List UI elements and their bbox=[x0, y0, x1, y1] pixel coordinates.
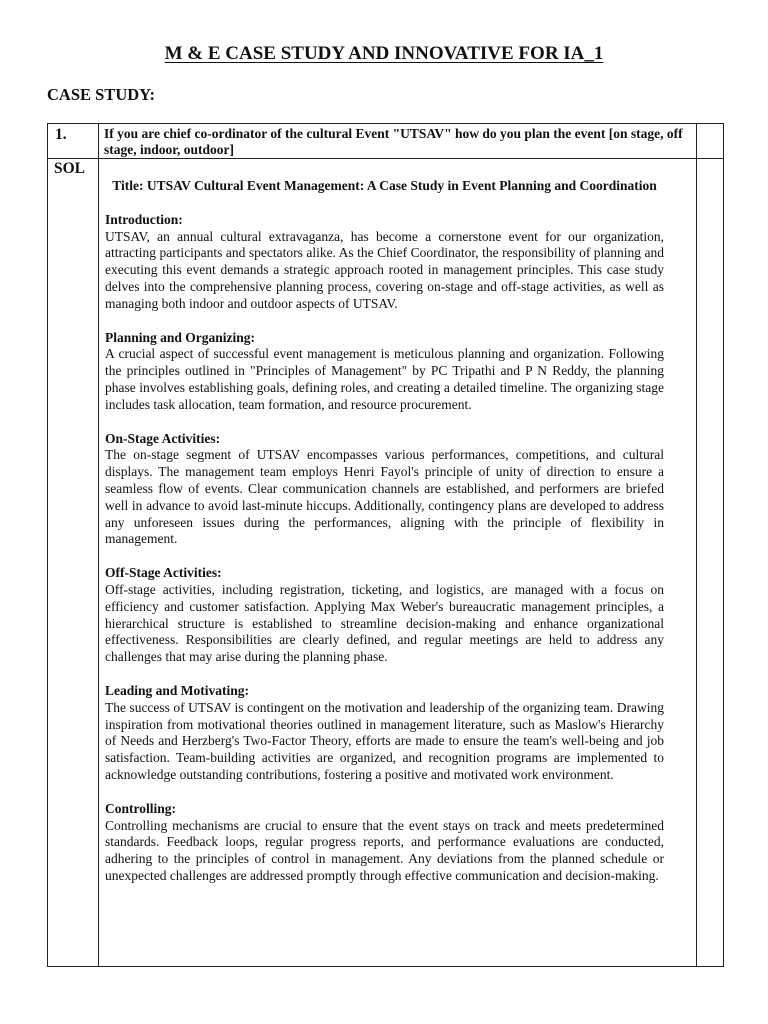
case-study-table bbox=[47, 123, 724, 967]
introduction-text: UTSAV, an annual cultural extravaganza, has become a cornerstone event for our organization, attracting participants and spectators alike. As the Chief Coordinator, the responsibility of planning and executing this event demands a strategic approach rooted in management principles. This case study delves into the comprehensive planning process, covering on-stage and off-stage activities, as well as managing both indoor and outdoor aspects of UTSAV. bbox=[105, 228, 664, 311]
document-title: M & E CASE STUDY AND INNOVATIVE FOR IA_1 bbox=[164, 43, 604, 64]
question-row bbox=[48, 124, 724, 159]
on-stage-heading: On-Stage Activities: bbox=[105, 430, 221, 446]
off-stage-text: Off-stage activities, including registration, ticketing, and logistics, are managed with a focus on efficiency and customer satisfaction. Applying Max Weber's bureaucratic management principles, a hierarchical structure is established to streamline decision-making and enhance organizational effectiveness. Responsibilities are clearly defined, and regular meetings are held to address any challenges that may arise during the planning phase. bbox=[105, 581, 664, 665]
off-stage-heading: Off-Stage Activities: bbox=[105, 565, 222, 581]
controlling-heading: Controlling: bbox=[105, 800, 177, 816]
leading-motivating-text: The success of UTSAV is contingent on the motivation and leadership of the organizing team. Drawing inspiration from motivational theories outlined in management literature, such as Maslow's Hierarchy of Needs and Herzberg's Two-Factor Theory, efforts are made to ensure the team's well-being and job satisfaction. Team-building activities are organized, and recognition programs are implemented to acknowledge outstanding contributions, fostering a positive and motivated work environment. bbox=[105, 699, 664, 782]
solution-label: SOL bbox=[48, 159, 99, 967]
section-heading: CASE STUDY: bbox=[47, 85, 156, 104]
question-number: 1. bbox=[48, 124, 99, 159]
question-text: If you are chief co-ordinator of the cultural Event "UTSAV" how do you plan the event [on stage, off stage, indoor, outdoor] bbox=[99, 124, 697, 159]
solution-row bbox=[48, 159, 724, 967]
answer-title: Title: UTSAV Cultural Event Management: A Case Study in Event Planning and Coordination bbox=[112, 178, 657, 193]
on-stage-text: The on-stage segment of UTSAV encompasses various performances, competitions, and cultural displays. The management team employs Henri Fayol's principle of unity of direction to ensure a seamless flow of events. Clear communication channels are established, and performers are briefed well in advance to avoid last-minute hiccups. Additionally, contingency plans are developed to address any unforeseen issues during the performances, aligning with the principle of flexibility in management. bbox=[105, 447, 664, 547]
solution-empty-cell bbox=[697, 159, 724, 967]
introduction-heading: Introduction: bbox=[105, 211, 183, 227]
planning-organizing-heading: Planning and Organizing: bbox=[105, 329, 256, 345]
planning-organizing-text: A crucial aspect of successful event management is meticulous planning and organization. Following the principles outlined in "Principles of Management" by PC Tripathi and P N Reddy, the planning phase involves establishing goals, defining roles, and creating a detailed timeline. The organizing stage includes task allocation, team formation, and resource procurement. bbox=[105, 346, 664, 412]
controlling-text: Controlling mechanisms are crucial to ensure that the event stays on track and meets predetermined standards. Feedback loops, regular progress reports, and performance evaluations are conducted, adhering to the principles of control in management. Any deviations from the planned schedule or unexpected challenges are addressed promptly through effective communication and decision-making. bbox=[105, 817, 664, 883]
leading-motivating-heading: Leading and Motivating: bbox=[105, 682, 250, 698]
answer-cell bbox=[99, 159, 697, 967]
question-empty-cell bbox=[697, 124, 724, 159]
